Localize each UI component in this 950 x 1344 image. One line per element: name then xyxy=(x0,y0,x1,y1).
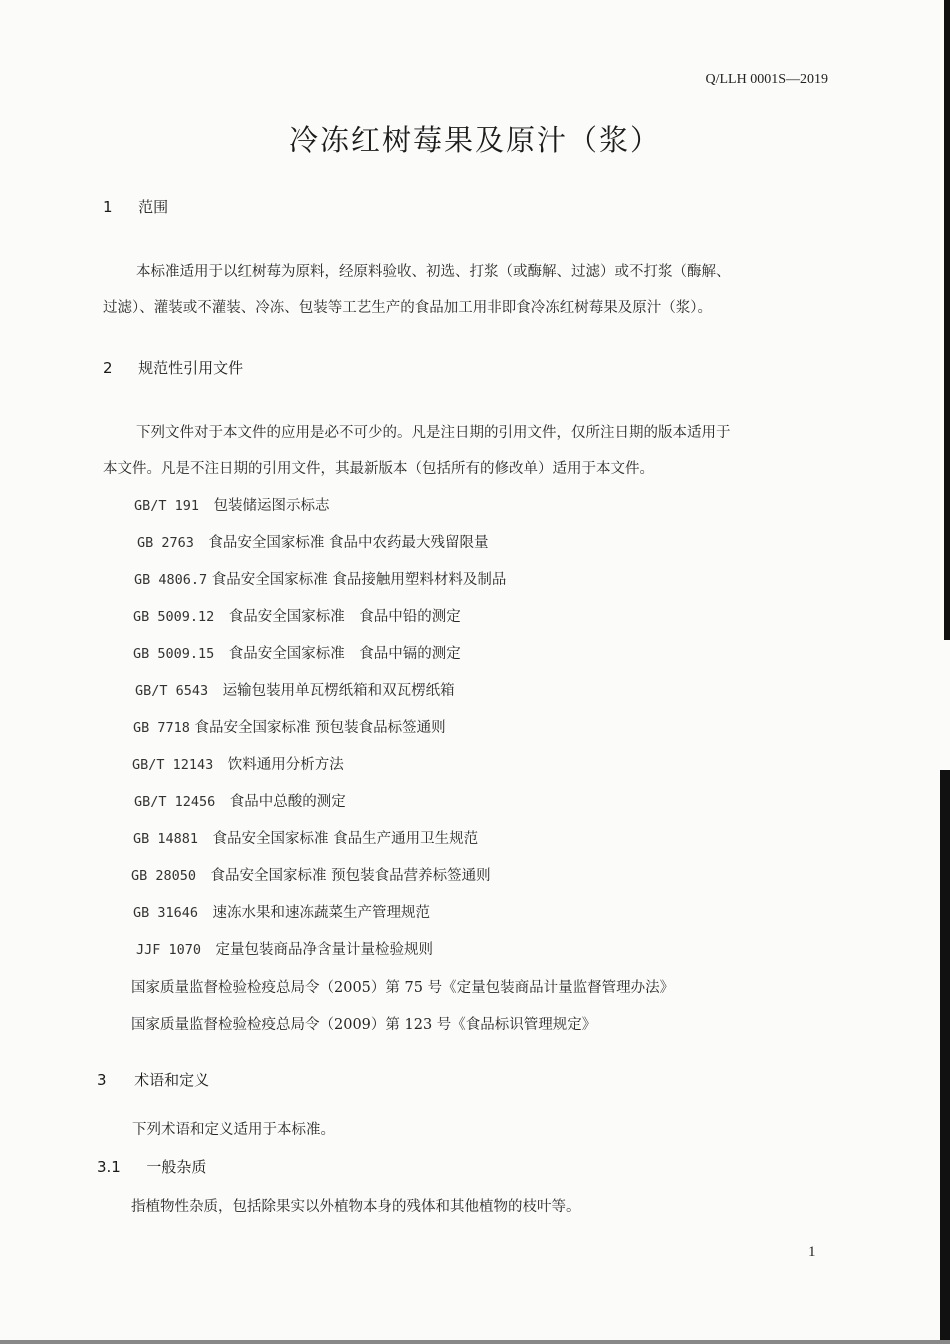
scan-edge-mark xyxy=(940,770,950,1344)
reference-item xyxy=(133,827,478,848)
scan-edge-mark xyxy=(944,0,950,640)
reference-title: 食品安全国家标准 食品生产通用卫生规范 xyxy=(212,831,479,847)
reference-title: 食品安全国家标准 食品中铅的测定 xyxy=(228,609,461,625)
reference-code: GB 28050 xyxy=(131,868,197,884)
reference-code: GB 5009.15 xyxy=(133,646,215,662)
reference-item xyxy=(134,494,330,515)
reference-code: GB 2763 xyxy=(137,535,194,551)
reference-title: 食品中总酸的测定 xyxy=(229,794,346,810)
section-2-heading xyxy=(103,357,243,378)
reference-code: GB 4806.7 xyxy=(134,572,208,588)
subsection-3-1-text: 指植物性杂质，包括除果实以外植物本身的残体和其他植物的枝叶等。 xyxy=(131,1199,581,1215)
reference-code: GB 5009.12 xyxy=(133,609,215,625)
decree-item: 国家质量监督检验检疫总局令（2005）第 75 号《定量包装商品计量监督管理办法》 xyxy=(131,980,675,996)
reference-title: 饮料通用分析方法 xyxy=(227,757,344,773)
section-number: 3 xyxy=(97,1071,107,1089)
reference-item xyxy=(134,790,346,811)
section-3-intro: 下列术语和定义适用于本标准。 xyxy=(132,1122,335,1138)
subsection-number: 3.1 xyxy=(97,1158,121,1176)
reference-code: GB 7718 xyxy=(133,720,190,736)
scan-bottom-edge xyxy=(0,1340,950,1344)
reference-code: JJF 1070 xyxy=(136,942,202,958)
subsection-title: 一般杂质 xyxy=(146,1158,207,1176)
reference-title: 食品安全国家标准 食品中镉的测定 xyxy=(228,646,461,662)
reference-code: GB/T 191 xyxy=(134,498,200,514)
reference-item xyxy=(132,753,344,774)
reference-code: GB 31646 xyxy=(133,905,199,921)
reference-title: 速冻水果和速冻蔬菜生产管理规范 xyxy=(212,905,431,921)
reference-item xyxy=(136,938,433,959)
standard-code: Q/LLH 0001S—2019 xyxy=(705,72,828,87)
section-2-line-1: 下列文件对于本文件的应用是必不可少的。凡是注日期的引用文件，仅所注日期的版本适用于 xyxy=(136,425,731,441)
reference-code: GB/T 12143 xyxy=(132,757,214,773)
reference-code: GB/T 6543 xyxy=(135,683,209,699)
section-3-heading xyxy=(97,1069,209,1090)
section-title: 范围 xyxy=(138,198,169,216)
section-title: 规范性引用文件 xyxy=(138,359,244,377)
reference-item xyxy=(134,568,506,589)
document-title: 冷冻红树莓果及原汁（浆） xyxy=(288,123,661,157)
reference-title: 定量包装商品净含量计量检验规则 xyxy=(215,942,434,958)
reference-title: 包装储运图示标志 xyxy=(213,498,330,514)
subsection-3-1-heading xyxy=(97,1156,206,1177)
reference-code: GB 14881 xyxy=(133,831,199,847)
section-1-line-1: 本标准适用于以红树莓为原料，经原料验收、初选、打浆（或酶解、过滤）或不打浆（酶解、 xyxy=(136,264,731,280)
section-number: 1 xyxy=(103,198,113,216)
reference-code: GB/T 12456 xyxy=(134,794,216,810)
section-number: 2 xyxy=(103,359,113,377)
reference-title: 运输包装用单瓦楞纸箱和双瓦楞纸箱 xyxy=(222,683,455,699)
section-1-heading xyxy=(103,196,168,217)
reference-item xyxy=(133,716,446,737)
section-2-line-2: 本文件。凡是不注日期的引用文件，其最新版本（包括所有的修改单）适用于本文件。 xyxy=(103,461,654,477)
reference-title: 食品安全国家标准 食品中农药最大残留限量 xyxy=(208,535,489,551)
reference-item xyxy=(133,605,461,626)
reference-item xyxy=(133,901,430,922)
decree-item: 国家质量监督检验检疫总局令（2009）第 123 号《食品标识管理规定》 xyxy=(131,1017,597,1033)
reference-item xyxy=(133,642,461,663)
reference-item xyxy=(135,679,455,700)
reference-item xyxy=(131,864,491,885)
page-number: 1 xyxy=(808,1244,816,1260)
reference-item xyxy=(137,531,489,552)
reference-title: 食品安全国家标准 食品接触用塑料材料及制品 xyxy=(211,572,507,588)
section-title: 术语和定义 xyxy=(134,1071,210,1089)
section-1-line-2: 过滤）、灌装或不灌装、冷冻、包装等工艺生产的食品加工用非即食冷冻红树莓果及原汁（浆）。 xyxy=(103,300,712,316)
reference-title: 食品安全国家标准 预包装食品营养标签通则 xyxy=(210,868,491,884)
reference-title: 食品安全国家标准 预包装食品标签通则 xyxy=(194,720,446,736)
